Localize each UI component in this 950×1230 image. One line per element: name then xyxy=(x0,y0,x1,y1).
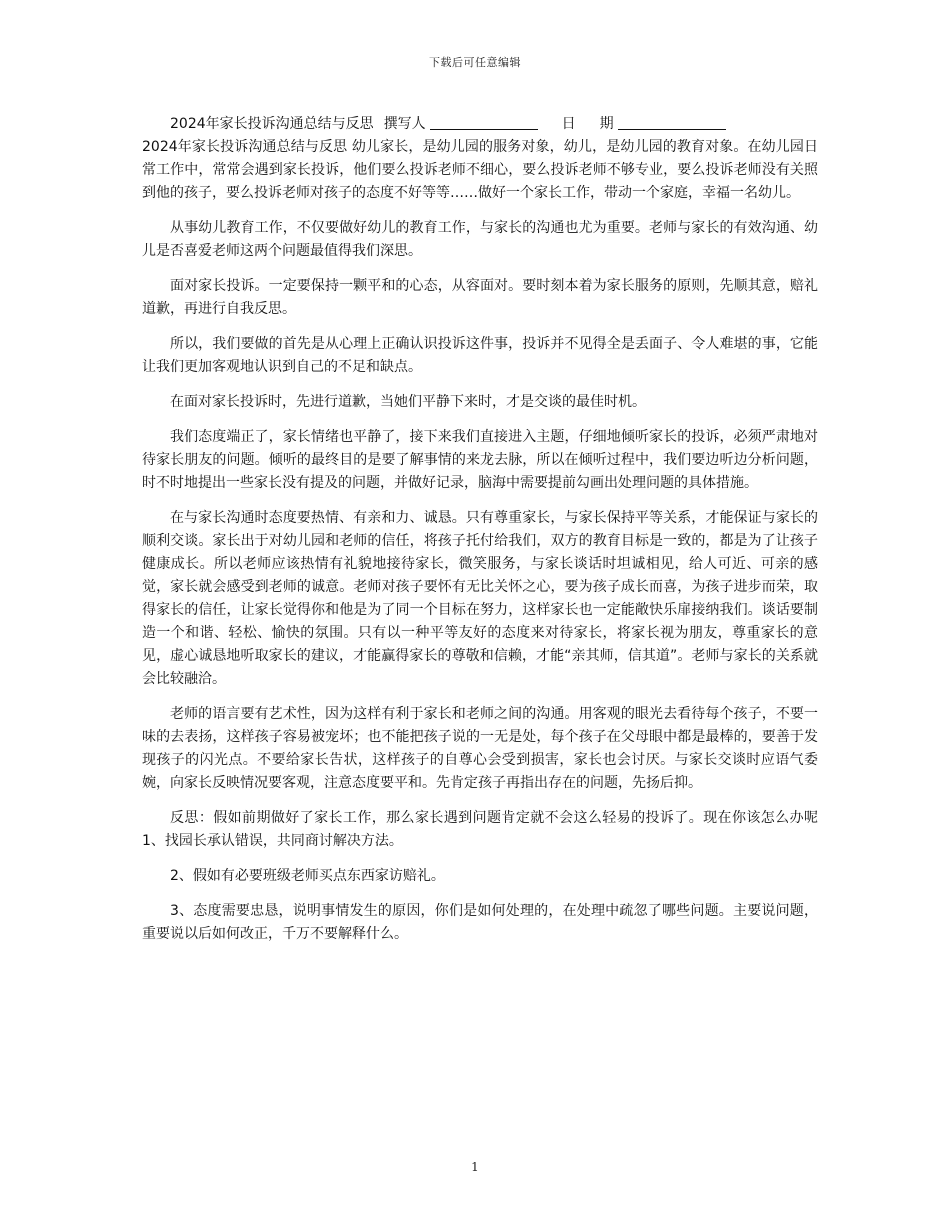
paragraph: 面对家长投诉。一定要保持一颗平和的心态，从容面对。要时刻本着为家长服务的原则，先顺其意，赔礼道歉，再进行自我反思。 xyxy=(142,278,818,317)
document-body xyxy=(142,113,818,958)
reflection-paragraph: 反思：假如前期做好了家长工作，那么家长遇到问题肯定就不会这么轻易的投诉了。现在你该怎么办呢1、找园长承认错误，共同商讨解决方法。 xyxy=(142,810,818,849)
paragraph: 所以，我们要做的首先是从心理上正确认识投诉这件事，投诉并不见得全是丢面子、令人难堪的事，它能让我们更加客观地认识到自己的不足和缺点。 xyxy=(142,336,818,375)
date-label-1: 日 xyxy=(561,116,576,132)
paragraph: 我们态度端正了，家长情绪也平静了，接下来我们直接进入主题，仔细地倾听家长的投诉，必须严肃地对待家长朋友的问题。倾听的最终目的是要了解事情的来龙去脉，所以在倾听过程中，我们要边听边分析问题，时不时地提出一些家长没有提及的问题，并做好记录，脑海中需要提前勾画出处理问题的具体措施。 xyxy=(142,429,818,491)
paragraph: 从事幼儿教育工作，不仅要做好幼儿的教育工作，与家长的沟通也尤为重要。老师与家长的有效沟通、幼儿是否喜爱老师这两个问题最值得我们深思。 xyxy=(142,220,818,259)
writer-label: 撰写人 xyxy=(383,116,426,132)
writer-blank xyxy=(430,115,538,130)
reflection-step-3: 3、态度需要忠恳，说明事情发生的原因，你们是如何处理的，在处理中疏忽了哪些问题。主要说问题，重要说以后如何改正，千万不要解释什么。 xyxy=(142,903,818,942)
paragraph: 老师的语言要有艺术性，因为这样有利于家长和老师之间的沟通。用客观的眼光去看待每个孩子，不要一味的去表扬，这样孩子容易被宠坏；也不能把孩子说的一无是处，每个孩子在父母眼中都是最棒的，要善于发现孩子的闪光点。不要给家长告状，这样孩子的自尊心会受到损害，家长也会讨厌。与家长交谈时应语气委婉，向家长反映情况要客观，注意态度要平和。先肯定孩子再指出存在的问题，先扬后抑。 xyxy=(142,706,818,791)
download-note: 下载后可任意编辑 xyxy=(429,56,521,69)
reflection-step-2: 2、假如有必要班级老师买点东西家访赔礼。 xyxy=(170,868,445,884)
document-title: 2024年家长投诉沟通总结与反思 xyxy=(170,116,374,132)
paragraph: 在与家长沟通时态度要热情、有亲和力、诚恳。只有尊重家长，与家长保持平等关系，才能保证与家长的顺利交谈。家长出于对幼儿园和老师的信任，将孩子托付给我们，双方的教育目标是一致的，都是为了让孩子健康成长。所以老师应该热情有礼貌地接待家长，微笑服务，与家长谈话时坦诚相见，给人可近、可亲的感觉，家长就会感受到老师的诚意。老师对孩子要怀有无比关怀之心，要为孩子成长而喜，为孩子进步而荣，取得家长的信任，让家长觉得你和他是为了同一个目标在努力，这样家长也一定能敞快乐扉接纳我们。谈话要制造一个和谐、轻松、愉快的氛围。只有以一种平等友好的态度来对待家长，将家长视为朋友，尊重家长的意见，虚心诚恳地听取家长的建议，才能赢得家长的尊敬和信赖，才能“亲其师，信其道”。老师与家长的关系就会比较融洽。 xyxy=(142,510,818,687)
title-line xyxy=(142,113,818,136)
date-blank xyxy=(618,115,726,130)
page-number: 1 xyxy=(471,1160,479,1174)
date-label-2: 期 xyxy=(599,116,614,132)
paragraph: 在面对家长投诉时，先进行道歉，当她们平静下来时，才是交谈的最佳时机。 xyxy=(170,394,646,410)
intro-paragraph: 2024年家长投诉沟通总结与反思 幼儿家长，是幼儿园的服务对象，幼儿，是幼儿园的教育对象。在幼儿园日常工作中，常常会遇到家长投诉，他们要么投诉老师不细心，要么投诉老师不够专业，要么投诉老师没有关照到他的孩子，要么投诉老师对孩子的态度不好等等……做好一个家长工作，带动一个家庭，幸福一名幼儿。 xyxy=(142,139,818,201)
